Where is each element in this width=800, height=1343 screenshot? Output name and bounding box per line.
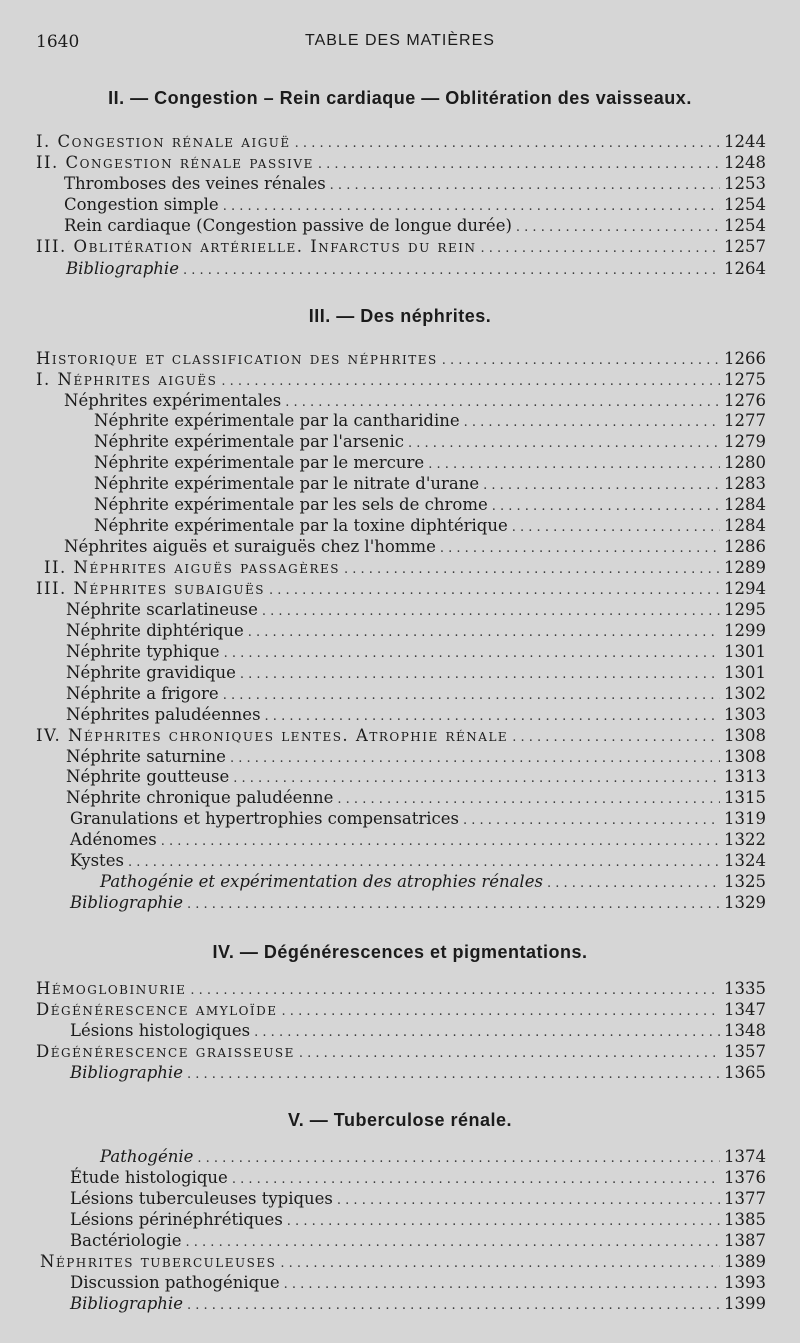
dot-leader (481, 241, 721, 256)
toc-entry-page: 1280 (724, 453, 766, 472)
toc-entry-label: Hémoglobinurie (36, 979, 187, 998)
toc-entry (70, 1231, 766, 1251)
toc-entry-page: 1365 (724, 1063, 766, 1082)
dot-leader (464, 415, 720, 430)
toc-entry (36, 153, 766, 173)
dot-leader (483, 478, 720, 493)
toc-entry-page: 1254 (724, 216, 766, 235)
toc-entry-page: 1284 (724, 495, 766, 514)
toc-entry (66, 747, 766, 767)
dot-leader (280, 1256, 720, 1271)
toc-entry-page: 1385 (724, 1210, 766, 1229)
toc-entry-label: Lésions histologiques (70, 1021, 251, 1040)
dot-leader (318, 157, 720, 172)
dot-leader (330, 178, 720, 193)
toc-entry (70, 809, 766, 829)
toc-entry (70, 1210, 766, 1230)
toc-entry (36, 1042, 766, 1062)
toc-entry-page: 1393 (724, 1273, 766, 1292)
toc-entry-label: Néphrite expérimentale par l'arsenic (94, 432, 404, 451)
toc-entry-label: II. Néphrites aiguës passagères (44, 558, 340, 577)
dot-leader (187, 1067, 720, 1082)
dot-leader (161, 834, 720, 849)
toc-entry-label: Adénomes (70, 830, 157, 849)
toc-entry (94, 495, 766, 515)
toc-entry-label: Néphrite goutteuse (66, 767, 230, 786)
dot-leader (230, 751, 720, 766)
section-title: V. — Tuberculose rénale. (287, 1110, 513, 1130)
toc-entry-page: 1254 (724, 195, 766, 214)
toc-entry-page: 1275 (724, 370, 766, 389)
toc-entry-page: 1276 (724, 391, 766, 410)
toc-entry-page: 1244 (724, 132, 766, 151)
dot-leader (254, 1025, 720, 1040)
toc-entry (40, 1252, 766, 1272)
toc-entry (36, 349, 766, 369)
toc-entry (70, 1294, 766, 1314)
toc-entry (70, 1168, 766, 1188)
toc-entry-page: 1313 (724, 767, 766, 786)
dot-leader (337, 792, 720, 807)
toc-entry-label: III. Oblitération artérielle. Infarctus du rein (36, 237, 477, 256)
toc-entry (66, 684, 766, 704)
toc-entry-page: 1387 (724, 1231, 766, 1250)
page-number: 1640 (36, 32, 80, 52)
dot-leader (282, 1004, 720, 1019)
toc-entry-label: Dégénérescence graisseuse (36, 1042, 295, 1061)
dot-leader (240, 667, 720, 682)
toc-entry-label: IV. Néphrites chroniques lentes. Atrophie rénale (36, 726, 509, 745)
dot-leader (223, 688, 720, 703)
toc-entry-label: Néphrites expérimentales (64, 391, 282, 410)
dot-leader (232, 1172, 720, 1187)
dot-leader (223, 199, 720, 214)
toc-entry-page: 1325 (724, 872, 766, 891)
dot-leader (248, 625, 720, 640)
toc-entry-page: 1324 (724, 851, 766, 870)
toc-entry-page: 1264 (724, 259, 766, 278)
toc-entry-label: Pathogénie (100, 1147, 194, 1166)
dot-leader (295, 136, 720, 151)
toc-entry-page: 1279 (724, 432, 766, 451)
toc-entry-page: 1294 (724, 579, 766, 598)
toc-entry-page: 1284 (724, 516, 766, 535)
toc-entry-label: Pathogénie et expérimentation des atrophies rénales (100, 872, 543, 891)
toc-entry-label: Bibliographie (70, 893, 183, 912)
toc-entry-page: 1389 (724, 1252, 766, 1271)
toc-entry-label: Bactériologie (70, 1231, 182, 1250)
running-title: TABLE DES MATIÈRES (305, 32, 495, 49)
toc-entry-page: 1299 (724, 621, 766, 640)
toc-entry-page: 1295 (724, 600, 766, 619)
toc-entry-label: III. Néphrites subaiguës (36, 579, 266, 598)
dot-leader (265, 709, 720, 724)
toc-entry (36, 1000, 766, 1020)
toc-entry-label: Bibliographie (70, 1294, 183, 1313)
toc-entry-label: Kystes (70, 851, 124, 870)
toc-entry-label: Néphrite a frigore (66, 684, 219, 703)
toc-entry (70, 1189, 766, 1209)
toc-entry-label: I. Congestion rénale aiguë (36, 132, 291, 151)
toc-entry (70, 830, 766, 850)
toc-entry-page: 1283 (724, 474, 766, 493)
toc-entry-page: 1347 (724, 1000, 766, 1019)
toc-entry (36, 579, 766, 599)
dot-leader (337, 1193, 720, 1208)
toc-entry-label: Néphrite expérimentale par le nitrate d'urane (94, 474, 480, 493)
toc-entry (94, 432, 766, 452)
toc-entry-page: 1301 (724, 642, 766, 661)
dot-leader (512, 520, 720, 535)
toc-entry (70, 1273, 766, 1293)
toc-entry (66, 642, 766, 662)
toc-entry (94, 411, 766, 431)
running-head (0, 32, 800, 56)
toc-entry-page: 1357 (724, 1042, 766, 1061)
dot-leader (269, 583, 720, 598)
toc-entry (44, 558, 766, 578)
toc-entry (70, 893, 766, 913)
toc-entry (66, 621, 766, 641)
toc-entry (64, 216, 766, 236)
toc-entry-label: I. Néphrites aiguës (36, 370, 218, 389)
toc-entry-label: Bibliographie (70, 1063, 183, 1082)
toc-entry-page: 1266 (724, 349, 766, 368)
dot-leader (233, 771, 720, 786)
toc-entry-label: Rein cardiaque (Congestion passive de longue durée) (64, 216, 512, 235)
toc-entry-label: Discussion pathogénique (70, 1273, 280, 1292)
toc-entry (36, 726, 766, 746)
toc-entry-label: Néphrite expérimentale par les sels de chrome (94, 495, 488, 514)
toc-entry-label: Congestion simple (64, 195, 219, 214)
section-title: III. — Des néphrites. (308, 306, 492, 326)
toc-entry (64, 174, 766, 194)
toc-entry (64, 391, 766, 411)
toc-entry-label: Lésions tuberculeuses typiques (70, 1189, 333, 1208)
dot-leader (440, 541, 720, 556)
toc-entry-label: Néphrite expérimentale par la toxine diphtérique (94, 516, 508, 535)
dot-leader (224, 646, 720, 661)
toc-entry-page: 1322 (724, 830, 766, 849)
dot-leader (190, 983, 720, 998)
toc-entry-label: Lésions périnéphrétiques (70, 1210, 283, 1229)
toc-entry-page: 1253 (724, 174, 766, 193)
toc-entry (70, 851, 766, 871)
toc-entry-page: 1301 (724, 663, 766, 682)
toc-entry (66, 259, 766, 279)
toc-entry-page: 1399 (724, 1294, 766, 1313)
toc-entry-page: 1277 (724, 411, 766, 430)
toc-entry (100, 872, 766, 892)
dot-leader (547, 876, 720, 891)
toc-entry-label: Néphrite gravidique (66, 663, 236, 682)
toc-entry-label: Néphrite chronique paludéenne (66, 788, 334, 807)
toc-entry-label: Néphrites aiguës et suraiguës chez l'homme (64, 537, 436, 556)
dot-leader (299, 1046, 720, 1061)
dot-leader (187, 1298, 720, 1313)
toc-entry (66, 767, 766, 787)
toc-entry (36, 132, 766, 152)
toc-entry (66, 663, 766, 683)
toc-entry-label: Néphrite typhique (66, 642, 220, 661)
toc-entry-page: 1257 (724, 237, 766, 256)
toc-entry-label: Étude histologique (70, 1168, 228, 1187)
toc-entry-page: 1319 (724, 809, 766, 828)
dot-leader (442, 353, 720, 368)
toc-entry (36, 237, 766, 257)
dot-leader (492, 499, 720, 514)
dot-leader (287, 1214, 720, 1229)
toc-entry (66, 600, 766, 620)
toc-entry (36, 979, 766, 999)
toc-entry-page: 1335 (724, 979, 766, 998)
toc-entry (36, 370, 766, 390)
dot-leader (128, 855, 720, 870)
toc-entry-page: 1286 (724, 537, 766, 556)
toc-entry-label: Néphrite saturnine (66, 747, 226, 766)
toc-entry-label: II. Congestion rénale passive (36, 153, 314, 172)
dot-leader (285, 395, 720, 410)
dot-leader (221, 374, 720, 389)
section-title: II. — Congestion – Rein cardiaque — Oblitération des vaisseaux. (108, 88, 692, 108)
toc-entry (70, 1021, 766, 1041)
dot-leader (512, 730, 720, 745)
dot-leader (344, 562, 720, 577)
toc-entry-page: 1348 (724, 1021, 766, 1040)
toc-entry-page: 1302 (724, 684, 766, 703)
dot-leader (186, 1235, 720, 1250)
toc-entry (100, 1147, 766, 1167)
toc-entry-page: 1315 (724, 788, 766, 807)
toc-entry-label: Dégénérescence amyloïde (36, 1000, 278, 1019)
toc-entry (66, 705, 766, 725)
toc-entry (66, 788, 766, 808)
toc-entry (94, 474, 766, 494)
dot-leader (284, 1277, 720, 1292)
toc-entry-label: Néphrites tuberculeuses (40, 1252, 277, 1271)
section-title: IV. — Dégénérescences et pigmentations. (212, 942, 588, 962)
dot-leader (408, 436, 720, 451)
toc-entry-page: 1329 (724, 893, 766, 912)
toc-entry-page: 1289 (724, 558, 766, 577)
toc-entry-label: Granulations et hypertrophies compensatrices (70, 809, 459, 828)
dot-leader (262, 604, 720, 619)
dot-leader (187, 897, 720, 912)
dot-leader (428, 457, 720, 472)
toc-entry (70, 1063, 766, 1083)
toc-entry-label: Historique et classification des néphrites (36, 349, 438, 368)
toc-entry (94, 453, 766, 473)
toc-entry-label: Bibliographie (66, 259, 179, 278)
dot-leader (183, 263, 720, 278)
toc-entry (64, 195, 766, 215)
toc-entry-label: Néphrite expérimentale par la cantharidine (94, 411, 460, 430)
dot-leader (463, 813, 720, 828)
dot-leader (197, 1151, 720, 1166)
toc-entry-label: Néphrite diphtérique (66, 621, 244, 640)
toc-entry-page: 1303 (724, 705, 766, 724)
toc-entry-page: 1377 (724, 1189, 766, 1208)
toc-entry (94, 516, 766, 536)
toc-entry-page: 1308 (724, 747, 766, 766)
toc-entry-page: 1308 (724, 726, 766, 745)
toc-entry (64, 537, 766, 557)
toc-entry-page: 1248 (724, 153, 766, 172)
toc-entry-page: 1376 (724, 1168, 766, 1187)
toc-entry-label: Néphrite expérimentale par le mercure (94, 453, 425, 472)
toc-entry-label: Néphrites paludéennes (66, 705, 261, 724)
toc-entry-label: Thromboses des veines rénales (64, 174, 326, 193)
toc-entry-page: 1374 (724, 1147, 766, 1166)
toc-entry-label: Néphrite scarlatineuse (66, 600, 258, 619)
dot-leader (516, 220, 720, 235)
